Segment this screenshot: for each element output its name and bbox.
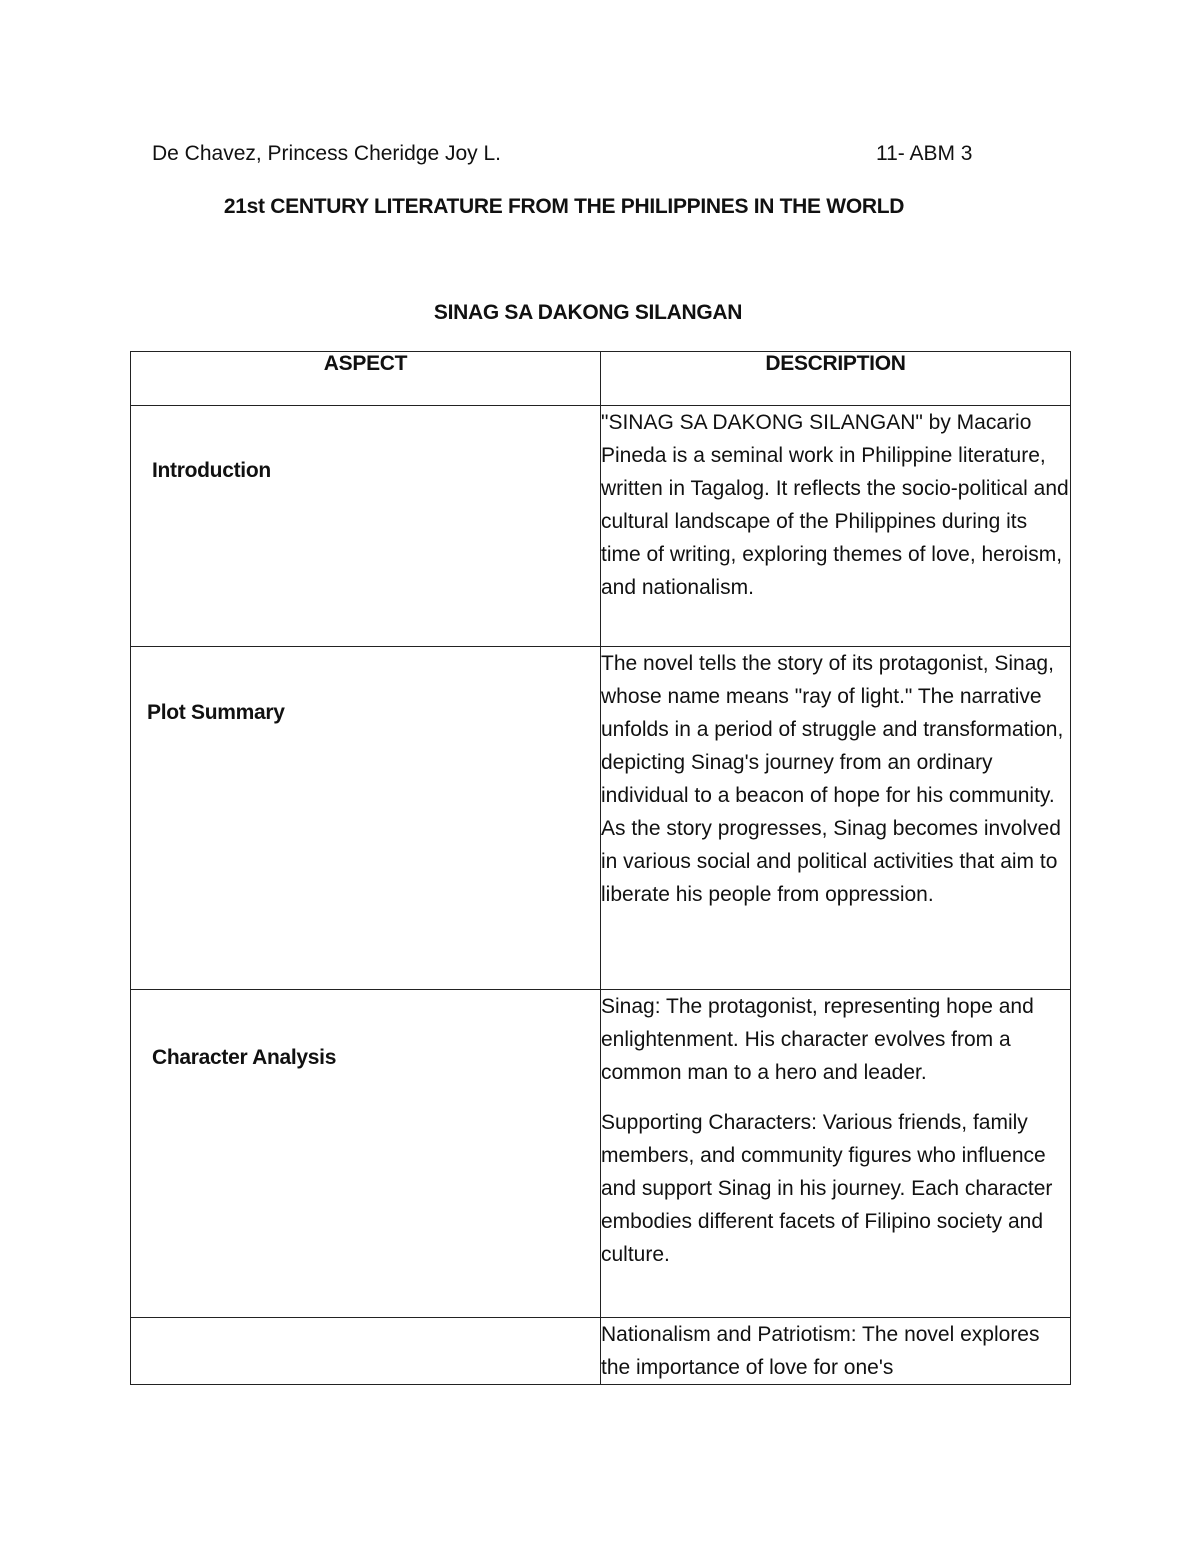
description-cell — [601, 406, 1071, 647]
description-cell — [601, 1318, 1071, 1385]
table-row-themes — [131, 1318, 1071, 1385]
table-title: SINAG SA DAKONG SILANGAN — [433, 301, 743, 324]
section-label: 11- ABM 3 — [876, 142, 973, 165]
aspect-cell — [131, 1318, 601, 1385]
aspect-cell — [131, 406, 601, 647]
table-row-introduction — [131, 406, 1071, 647]
aspect-table — [130, 351, 1071, 1385]
description-paragraph: Nationalism and Patriotism: The novel explores the importance of love for one's — [601, 1323, 1040, 1379]
aspect-cell — [131, 990, 601, 1318]
description-paragraph: Supporting Characters: Various friends, family members, and community figures who influence and support Sinag in his journey. Each character embodies different facets of Filipino society and culture. — [601, 1111, 1053, 1266]
description-paragraph: Sinag: The protagonist, representing hope and enlightenment. His character evolves from a common man to a hero and leader. — [601, 995, 1034, 1084]
table-header-row — [131, 352, 1071, 406]
aspect-cell — [131, 647, 601, 990]
header-line — [152, 142, 992, 172]
aspect-label: Introduction — [152, 459, 271, 482]
table-row-character-analysis — [131, 990, 1071, 1318]
description-paragraph: The novel tells the story of its protagonist, Sinag, whose name means "ray of light." The narrative unfolds in a period of struggle and transformation, depicting Sinag's journey from an ordinary individual to a beacon of hope for his community. As the story progresses, Sinag becomes involved in various social and political activities that aim to liberate his people from oppression. — [601, 652, 1064, 906]
description-cell — [601, 647, 1071, 990]
column-header-description: DESCRIPTION — [601, 352, 1071, 406]
table-row-plot-summary — [131, 647, 1071, 990]
aspect-label: Character Analysis — [152, 1046, 337, 1069]
description-paragraph: "SINAG SA DAKONG SILANGAN" by Macario Pineda is a seminal work in Philippine literature, written in Tagalog. It reflects the socio-political and cultural landscape of the Philippines during its time of writing, exploring themes of love, heroism, and nationalism. — [601, 411, 1069, 599]
description-cell — [601, 990, 1071, 1318]
student-name: De Chavez, Princess Cheridge Joy L. — [152, 142, 501, 165]
column-header-aspect: ASPECT — [131, 352, 601, 406]
aspect-label: Plot Summary — [147, 701, 285, 724]
document-title: 21st CENTURY LITERATURE FROM THE PHILIPPINES IN THE WORLD — [223, 195, 905, 218]
